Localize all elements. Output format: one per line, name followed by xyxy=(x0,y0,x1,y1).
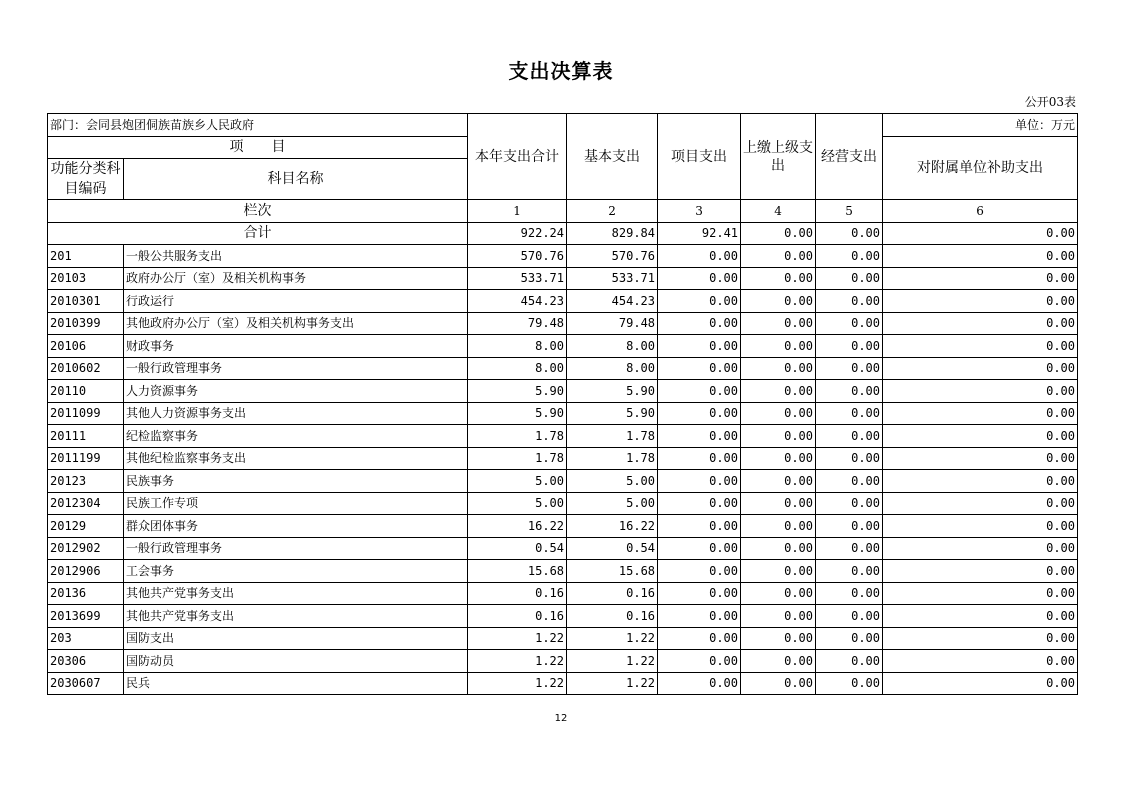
row-basic: 5.90 xyxy=(567,380,658,403)
row-project: 0.00 xyxy=(658,380,741,403)
row-code: 20136 xyxy=(48,582,124,605)
row-project: 0.00 xyxy=(658,605,741,628)
row-basic: 5.00 xyxy=(567,492,658,515)
row-name: 其他纪检监察事务支出 xyxy=(124,447,468,470)
row-name: 民族事务 xyxy=(124,470,468,493)
row-upper: 0.00 xyxy=(741,492,816,515)
table-row xyxy=(48,357,1078,380)
col-index-6: 6 xyxy=(883,200,1078,223)
row-subsidy: 0.00 xyxy=(883,312,1078,335)
row-upper: 0.00 xyxy=(741,515,816,538)
row-upper: 0.00 xyxy=(741,627,816,650)
row-upper: 0.00 xyxy=(741,245,816,268)
row-subsidy: 0.00 xyxy=(883,650,1078,673)
table-row xyxy=(48,290,1078,313)
row-basic: 5.90 xyxy=(567,402,658,425)
row-project: 0.00 xyxy=(658,650,741,673)
row-project: 0.00 xyxy=(658,447,741,470)
table-row xyxy=(48,582,1078,605)
row-business: 0.00 xyxy=(816,312,883,335)
row-project: 0.00 xyxy=(658,267,741,290)
row-basic: 0.16 xyxy=(567,605,658,628)
row-business: 0.00 xyxy=(816,492,883,515)
table-row xyxy=(48,312,1078,335)
row-subsidy: 0.00 xyxy=(883,627,1078,650)
row-name: 国防支出 xyxy=(124,627,468,650)
row-total: 8.00 xyxy=(468,335,567,358)
row-business: 0.00 xyxy=(816,267,883,290)
row-total: 1.78 xyxy=(468,425,567,448)
row-total: 5.00 xyxy=(468,470,567,493)
row-total: 8.00 xyxy=(468,357,567,380)
row-subsidy: 0.00 xyxy=(883,582,1078,605)
row-upper: 0.00 xyxy=(741,267,816,290)
row-name: 其他政府办公厅（室）及相关机构事务支出 xyxy=(124,312,468,335)
row-name: 财政事务 xyxy=(124,335,468,358)
row-name: 民族工作专项 xyxy=(124,492,468,515)
column-index-row xyxy=(48,200,1078,223)
row-business: 0.00 xyxy=(816,560,883,583)
sum-total: 922.24 xyxy=(468,222,567,245)
row-subsidy: 0.00 xyxy=(883,470,1078,493)
row-subsidy: 0.00 xyxy=(883,245,1078,268)
table-row xyxy=(48,537,1078,560)
table-row xyxy=(48,267,1078,290)
row-project: 0.00 xyxy=(658,515,741,538)
row-name: 人力资源事务 xyxy=(124,380,468,403)
row-basic: 16.22 xyxy=(567,515,658,538)
page-number: 12 xyxy=(554,713,568,724)
table-row xyxy=(48,605,1078,628)
row-code: 2010602 xyxy=(48,357,124,380)
row-code: 2011099 xyxy=(48,402,124,425)
row-subsidy: 0.00 xyxy=(883,290,1078,313)
row-upper: 0.00 xyxy=(741,582,816,605)
header-func-code: 功能分类科目编码 xyxy=(48,159,124,200)
row-subsidy: 0.00 xyxy=(883,492,1078,515)
row-code: 2012304 xyxy=(48,492,124,515)
sum-label: 合计 xyxy=(48,222,468,245)
table-row xyxy=(48,650,1078,673)
row-business: 0.00 xyxy=(816,425,883,448)
row-business: 0.00 xyxy=(816,537,883,560)
row-project: 0.00 xyxy=(658,470,741,493)
row-business: 0.00 xyxy=(816,447,883,470)
row-business: 0.00 xyxy=(816,380,883,403)
row-upper: 0.00 xyxy=(741,560,816,583)
row-code: 2013699 xyxy=(48,605,124,628)
sum-business: 0.00 xyxy=(816,222,883,245)
col-index-5: 5 xyxy=(816,200,883,223)
row-name: 一般行政管理事务 xyxy=(124,537,468,560)
row-name: 民兵 xyxy=(124,672,468,695)
table-row xyxy=(48,672,1078,695)
row-basic: 0.54 xyxy=(567,537,658,560)
row-code: 2011199 xyxy=(48,447,124,470)
row-business: 0.00 xyxy=(816,672,883,695)
row-project: 0.00 xyxy=(658,492,741,515)
row-code: 2030607 xyxy=(48,672,124,695)
header-business: 经营支出 xyxy=(816,114,883,200)
table-row xyxy=(48,245,1078,268)
row-code: 20103 xyxy=(48,267,124,290)
row-code: 20111 xyxy=(48,425,124,448)
row-subsidy: 0.00 xyxy=(883,380,1078,403)
row-subsidy: 0.00 xyxy=(883,537,1078,560)
form-number: 公开03表 xyxy=(1024,95,1076,109)
header-item: 项 目 xyxy=(48,136,468,159)
row-subsidy: 0.00 xyxy=(883,357,1078,380)
row-project: 0.00 xyxy=(658,290,741,313)
row-basic: 8.00 xyxy=(567,335,658,358)
table-body xyxy=(48,114,1078,695)
row-total: 16.22 xyxy=(468,515,567,538)
row-name: 一般行政管理事务 xyxy=(124,357,468,380)
col-index-4: 4 xyxy=(741,200,816,223)
sum-basic: 829.84 xyxy=(567,222,658,245)
row-code: 2010301 xyxy=(48,290,124,313)
row-code: 203 xyxy=(48,627,124,650)
row-business: 0.00 xyxy=(816,605,883,628)
row-basic: 533.71 xyxy=(567,267,658,290)
row-upper: 0.00 xyxy=(741,605,816,628)
row-upper: 0.00 xyxy=(741,357,816,380)
unit-cell: 单位：万元 xyxy=(883,114,1078,137)
row-project: 0.00 xyxy=(658,245,741,268)
sum-row xyxy=(48,222,1078,245)
row-project: 0.00 xyxy=(658,425,741,448)
row-subsidy: 0.00 xyxy=(883,447,1078,470)
row-upper: 0.00 xyxy=(741,402,816,425)
table-row xyxy=(48,560,1078,583)
table-row xyxy=(48,515,1078,538)
row-basic: 5.00 xyxy=(567,470,658,493)
row-total: 79.48 xyxy=(468,312,567,335)
header-total: 本年支出合计 xyxy=(468,114,567,200)
row-name: 工会事务 xyxy=(124,560,468,583)
row-project: 0.00 xyxy=(658,672,741,695)
row-business: 0.00 xyxy=(816,627,883,650)
row-subsidy: 0.00 xyxy=(883,425,1078,448)
row-upper: 0.00 xyxy=(741,335,816,358)
header-upper: 上缴上级支出 xyxy=(741,114,816,200)
table-row xyxy=(48,380,1078,403)
row-project: 0.00 xyxy=(658,312,741,335)
table-row xyxy=(48,425,1078,448)
sum-upper: 0.00 xyxy=(741,222,816,245)
col-index-2: 2 xyxy=(567,200,658,223)
col-index-3: 3 xyxy=(658,200,741,223)
row-upper: 0.00 xyxy=(741,650,816,673)
row-code: 20123 xyxy=(48,470,124,493)
row-project: 0.00 xyxy=(658,402,741,425)
row-subsidy: 0.00 xyxy=(883,672,1078,695)
dept-cell: 部门：会同县炮团侗族苗族乡人民政府 xyxy=(48,114,468,137)
row-basic: 1.78 xyxy=(567,447,658,470)
row-basic: 570.76 xyxy=(567,245,658,268)
row-total: 0.16 xyxy=(468,605,567,628)
row-basic: 1.78 xyxy=(567,425,658,448)
row-total: 1.22 xyxy=(468,627,567,650)
row-name: 其他共产党事务支出 xyxy=(124,582,468,605)
row-business: 0.00 xyxy=(816,357,883,380)
row-business: 0.00 xyxy=(816,402,883,425)
row-business: 0.00 xyxy=(816,245,883,268)
row-business: 0.00 xyxy=(816,650,883,673)
row-project: 0.00 xyxy=(658,627,741,650)
row-project: 0.00 xyxy=(658,560,741,583)
row-name: 群众团体事务 xyxy=(124,515,468,538)
row-basic: 8.00 xyxy=(567,357,658,380)
row-upper: 0.00 xyxy=(741,290,816,313)
header-project: 项目支出 xyxy=(658,114,741,200)
row-business: 0.00 xyxy=(816,470,883,493)
row-project: 0.00 xyxy=(658,582,741,605)
row-total: 5.90 xyxy=(468,380,567,403)
row-project: 0.00 xyxy=(658,335,741,358)
table-row xyxy=(48,402,1078,425)
row-project: 0.00 xyxy=(658,537,741,560)
table-row xyxy=(48,470,1078,493)
row-total: 1.78 xyxy=(468,447,567,470)
row-basic: 79.48 xyxy=(567,312,658,335)
row-basic: 454.23 xyxy=(567,290,658,313)
row-code: 20306 xyxy=(48,650,124,673)
row-project: 0.00 xyxy=(658,357,741,380)
table-row xyxy=(48,627,1078,650)
table-row xyxy=(48,447,1078,470)
page-title: 支出决算表 xyxy=(508,59,614,83)
row-basic: 1.22 xyxy=(567,650,658,673)
row-name: 政府办公厅（室）及相关机构事务 xyxy=(124,267,468,290)
row-basic: 1.22 xyxy=(567,627,658,650)
row-basic: 15.68 xyxy=(567,560,658,583)
row-total: 454.23 xyxy=(468,290,567,313)
table-row xyxy=(48,335,1078,358)
row-basic: 1.22 xyxy=(567,672,658,695)
row-upper: 0.00 xyxy=(741,425,816,448)
col-index-label: 栏次 xyxy=(48,200,468,223)
row-total: 533.71 xyxy=(468,267,567,290)
row-name: 国防动员 xyxy=(124,650,468,673)
row-name: 行政运行 xyxy=(124,290,468,313)
row-subsidy: 0.00 xyxy=(883,402,1078,425)
row-business: 0.00 xyxy=(816,290,883,313)
row-total: 5.90 xyxy=(468,402,567,425)
row-total: 5.00 xyxy=(468,492,567,515)
col-index-1: 1 xyxy=(468,200,567,223)
row-upper: 0.00 xyxy=(741,470,816,493)
row-business: 0.00 xyxy=(816,515,883,538)
row-upper: 0.00 xyxy=(741,380,816,403)
row-total: 1.22 xyxy=(468,650,567,673)
dept-row xyxy=(48,114,1078,137)
header-subject-name: 科目名称 xyxy=(124,159,468,200)
row-subsidy: 0.00 xyxy=(883,605,1078,628)
row-total: 15.68 xyxy=(468,560,567,583)
row-name: 其他共产党事务支出 xyxy=(124,605,468,628)
sum-subsidy: 0.00 xyxy=(883,222,1078,245)
expenditure-table xyxy=(47,113,1078,695)
row-name: 其他人力资源事务支出 xyxy=(124,402,468,425)
row-code: 20129 xyxy=(48,515,124,538)
row-total: 0.16 xyxy=(468,582,567,605)
row-upper: 0.00 xyxy=(741,537,816,560)
row-basic: 0.16 xyxy=(567,582,658,605)
row-name: 一般公共服务支出 xyxy=(124,245,468,268)
row-total: 570.76 xyxy=(468,245,567,268)
row-code: 2012902 xyxy=(48,537,124,560)
table-row xyxy=(48,492,1078,515)
row-business: 0.00 xyxy=(816,582,883,605)
row-total: 0.54 xyxy=(468,537,567,560)
row-code: 201 xyxy=(48,245,124,268)
row-subsidy: 0.00 xyxy=(883,560,1078,583)
row-subsidy: 0.00 xyxy=(883,267,1078,290)
row-upper: 0.00 xyxy=(741,447,816,470)
row-code: 2010399 xyxy=(48,312,124,335)
sum-project: 92.41 xyxy=(658,222,741,245)
row-code: 2012906 xyxy=(48,560,124,583)
row-upper: 0.00 xyxy=(741,672,816,695)
row-subsidy: 0.00 xyxy=(883,515,1078,538)
row-subsidy: 0.00 xyxy=(883,335,1078,358)
header-subsidy: 对附属单位补助支出 xyxy=(883,136,1078,200)
row-code: 20106 xyxy=(48,335,124,358)
row-upper: 0.00 xyxy=(741,312,816,335)
header-basic: 基本支出 xyxy=(567,114,658,200)
row-name: 纪检监察事务 xyxy=(124,425,468,448)
row-code: 20110 xyxy=(48,380,124,403)
row-business: 0.00 xyxy=(816,335,883,358)
row-total: 1.22 xyxy=(468,672,567,695)
